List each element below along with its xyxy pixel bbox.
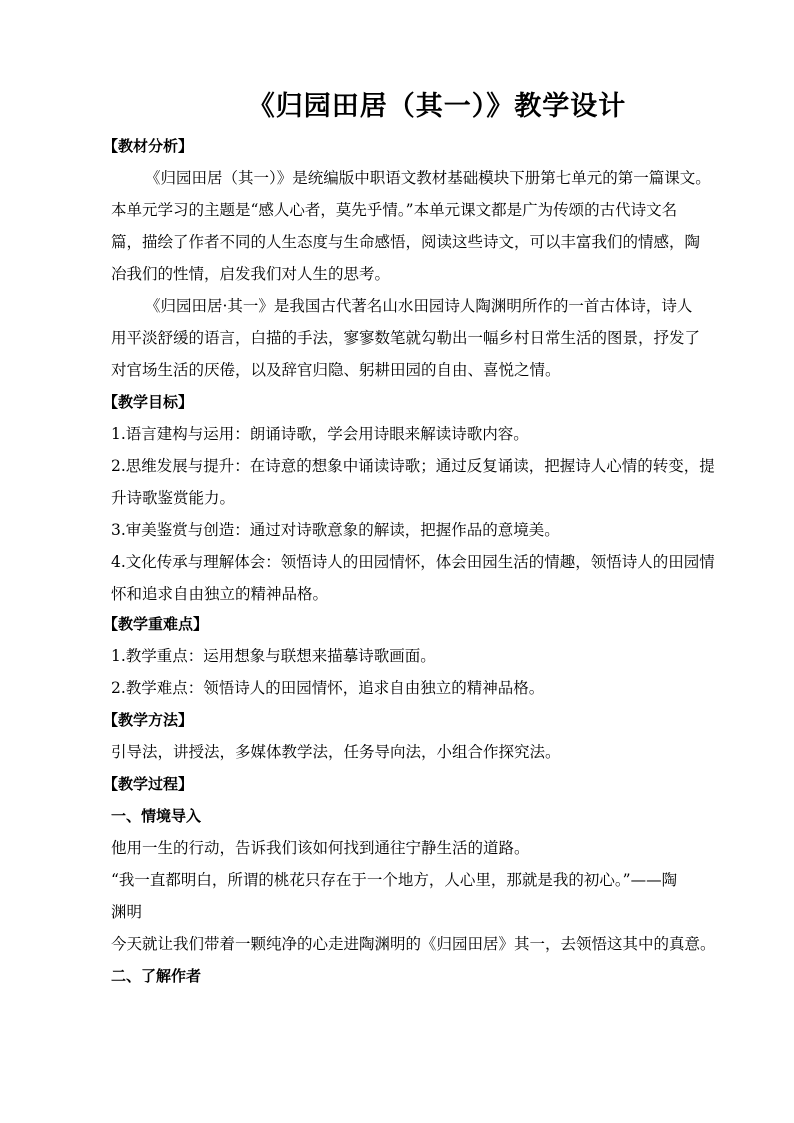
methods-line: 引导法，讲授法，多媒体教学法，任务导向法，小组合作探究法。 [111,743,561,761]
paragraph-line: 对官场生活的厌倦，以及辞官归隐、躬耕田园的自由、喜悦之情。 [111,361,561,379]
document-title: 《归园田居（其一）》教学设计 [247,91,627,122]
paragraph-line: 用平淡舒缓的语言，白描的手法，寥寥数笔就勾勒出一幅乡村日常生活的图景，抒发了 [111,329,701,347]
section-heading-goals: 【教学目标】 [103,393,194,411]
keypoint-line: 2.教学难点：领悟诗人的田园情怀，追求自由独立的精神品格。 [111,679,545,697]
goal-line: 4.文化传承与理解体会：领悟诗人的田园情怀，体会田园生活的情趣，领悟诗人的田园情 [111,553,715,571]
section-heading-keypoints: 【教学重难点】 [103,615,209,633]
paragraph-line: 《归园田居（其一）》是统编版中职语文教材基础模块下册第七单元的第一篇课文。 [145,169,711,187]
keypoint-line: 1.教学重点：运用想象与联想来描摹诗歌画面。 [111,647,436,665]
goal-line: 2.思维发展与提升：在诗意的想象中诵读诗歌；通过反复诵读，把握诗人心情的转变，提 [111,457,715,475]
goal-line: 怀和追求自由独立的精神品格。 [111,585,329,603]
paragraph-line: 本单元学习的主题是“感人心者，莫先乎情。”本单元课文都是广为传颂的古代诗文名 [111,201,678,219]
process-step-heading: 一、情境导入 [111,807,202,825]
section-heading-methods: 【教学方法】 [103,711,194,729]
goal-line: 升诗歌鉴赏能力。 [111,489,236,507]
goal-line: 1.语言建构与运用：朗诵诗歌，学会用诗眼来解读诗歌内容。 [111,425,529,443]
process-line: 今天就让我们带着一颗纯净的心走进陶渊明的《归园田居》其一，去领悟这其中的真意。 [111,935,716,953]
paragraph-line: 篇，描绘了作者不同的人生态度与生命感悟，阅读这些诗文，可以丰富我们的情感，陶 [111,233,701,251]
paragraph-line: 《归园田居·其一》是我国古代著名山水田园诗人陶渊明所作的一首古体诗，诗人 [145,297,693,315]
goal-line: 3.审美鉴赏与创造：通过对诗歌意象的解读，把握作品的意境美。 [111,521,560,539]
section-heading-analysis: 【教材分析】 [103,137,194,155]
process-line: “我一直都明白，所谓的桃花只存在于一个地方，人心里，那就是我的初心。”——陶 [111,871,678,889]
process-line: 渊明 [111,903,143,921]
paragraph-line: 冶我们的性情，启发我们对人生的思考。 [111,265,391,283]
process-line: 他用一生的行动，告诉我们该如何找到通往宁静生活的道路。 [111,839,530,857]
process-step-heading: 二、了解作者 [111,967,202,985]
section-heading-process: 【教学过程】 [103,775,194,793]
